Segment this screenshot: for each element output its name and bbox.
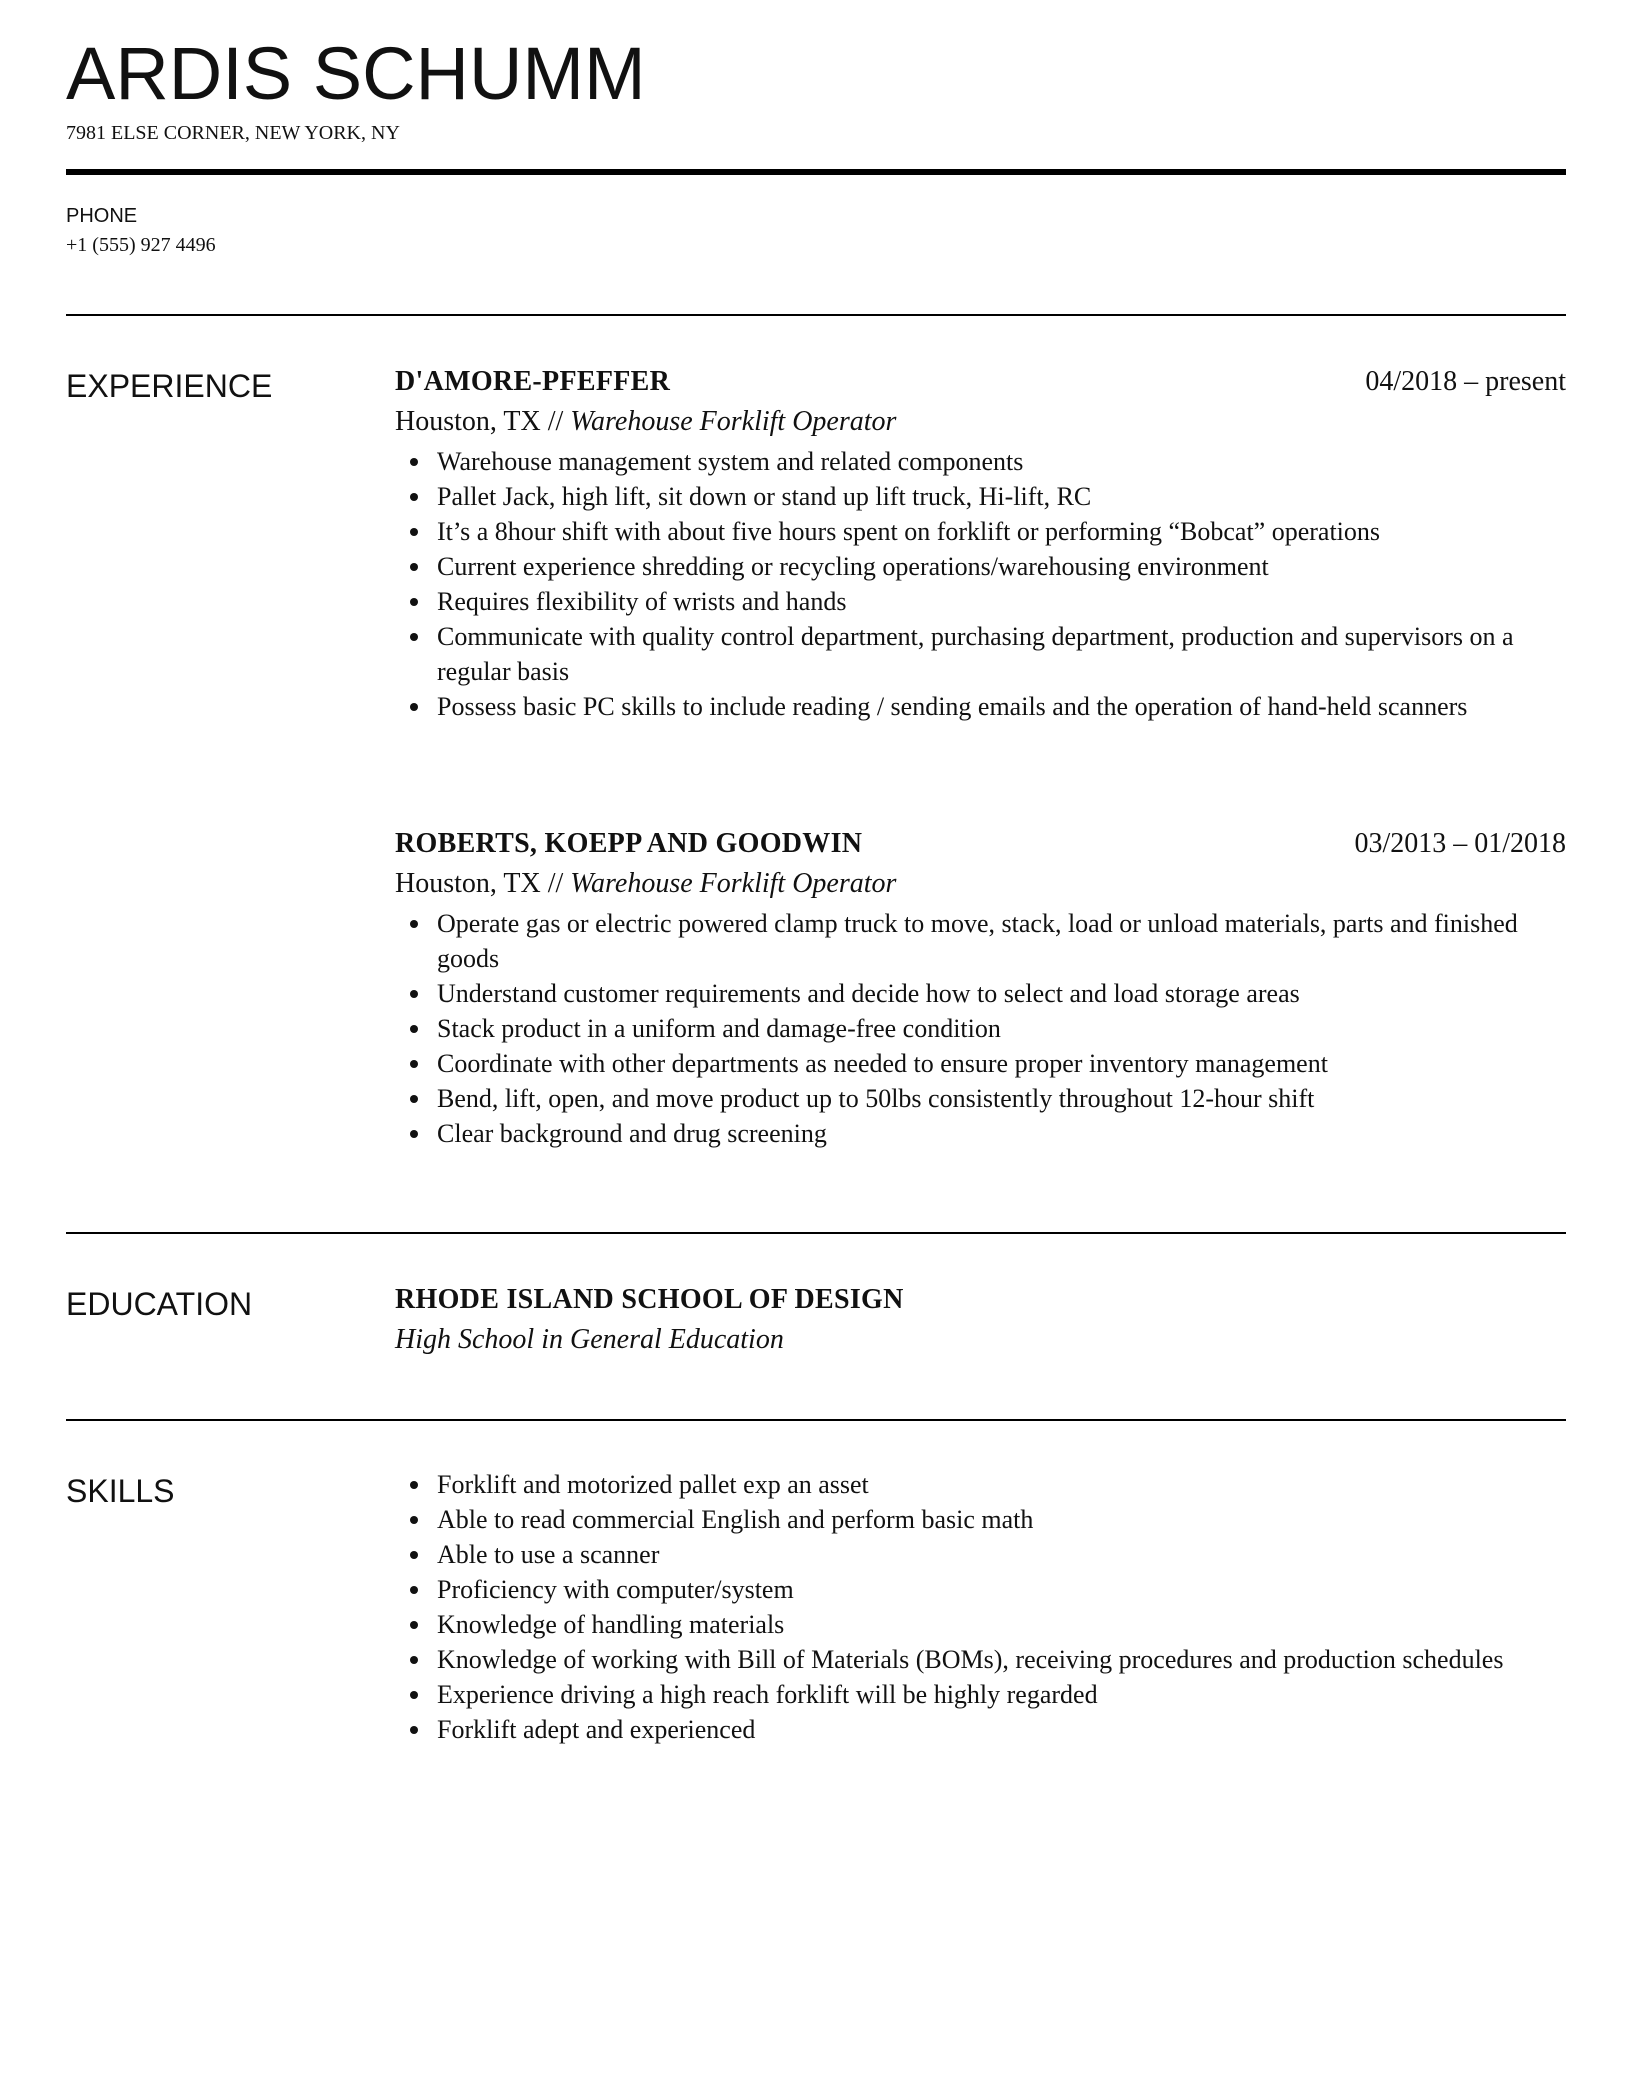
candidate-name: ARDIS SCHUMM [66,32,646,115]
list-item: Communicate with quality control department, purchasing department, production and supervisors on a regular basis [437,619,1566,689]
employment-dates: 04/2018 – present [1365,366,1566,397]
list-item: Bend, lift, open, and move product up to 50lbs consistently throughout 12-hour shift [437,1081,1566,1116]
list-item: It’s a 8hour shift with about five hours spent on forklift or performing “Bobcat” operations [437,514,1566,549]
company-name: D'AMORE-PFEFFER [395,366,671,397]
responsibility-list [395,906,1566,1151]
entry-header [395,824,1566,864]
list-item: Operate gas or electric powered clamp truck to move, stack, load or unload materials, parts and finished goods [437,906,1566,976]
separator: // [547,868,564,899]
section-divider-skills [66,1419,1566,1421]
list-item: Experience driving a high reach forklift will be highly regarded [437,1677,1566,1712]
education-entry [395,1280,1566,1360]
list-item: Knowledge of working with Bill of Materials (BOMs), receiving procedures and production schedules [437,1642,1566,1677]
list-item: Knowledge of handling materials [437,1607,1566,1642]
employment-dates: 03/2013 – 01/2018 [1354,828,1566,859]
job-role: Warehouse Forklift Operator [570,406,897,437]
experience-entry-2 [395,824,1566,1151]
list-item: Able to read commercial English and perform basic math [437,1502,1566,1537]
phone-value: +1 (555) 927 4496 [66,234,216,256]
section-divider-experience [66,314,1566,316]
list-item: Pallet Jack, high lift, sit down or stand up lift truck, Hi-lift, RC [437,479,1566,514]
entry-header [395,362,1566,402]
education-section-title: EDUCATION [66,1286,253,1322]
job-location: Houston, TX [395,868,541,899]
job-role: Warehouse Forklift Operator [570,868,897,899]
list-item: Warehouse management system and related components [437,444,1566,479]
list-item: Requires flexibility of wrists and hands [437,584,1566,619]
degree: High School in General Education [395,1324,784,1355]
list-item: Stack product in a uniform and damage-free condition [437,1011,1566,1046]
section-divider-education [66,1232,1566,1234]
experience-section-title: EXPERIENCE [66,368,273,404]
location-role-line [395,864,1566,904]
company-name: ROBERTS, KOEPP AND GOODWIN [395,828,863,859]
school-name: RHODE ISLAND SCHOOL OF DESIGN [395,1284,904,1315]
candidate-address: 7981 ELSE CORNER, NEW YORK, NY [66,122,400,144]
phone-label: PHONE [66,205,138,227]
experience-entry-1 [395,362,1566,724]
list-item: Coordinate with other departments as needed to ensure proper inventory management [437,1046,1566,1081]
job-location: Houston, TX [395,406,541,437]
list-item: Able to use a scanner [437,1537,1566,1572]
list-item: Understand customer requirements and decide how to select and load storage areas [437,976,1566,1011]
responsibility-list [395,444,1566,724]
skills-list [395,1467,1566,1747]
list-item: Proficiency with computer/system [437,1572,1566,1607]
entry-header [395,1280,1566,1320]
list-item: Possess basic PC skills to include reading / sending emails and the operation of hand-held scanners [437,689,1566,724]
separator: // [547,406,564,437]
list-item: Current experience shredding or recycling operations/warehousing environment [437,549,1566,584]
list-item: Forklift and motorized pallet exp an asset [437,1467,1566,1502]
list-item: Forklift adept and experienced [437,1712,1566,1747]
header-divider [66,169,1566,175]
location-role-line [395,402,1566,442]
list-item: Clear background and drug screening [437,1116,1566,1151]
skills-section-title: SKILLS [66,1473,175,1509]
skills-entry [395,1467,1566,1747]
